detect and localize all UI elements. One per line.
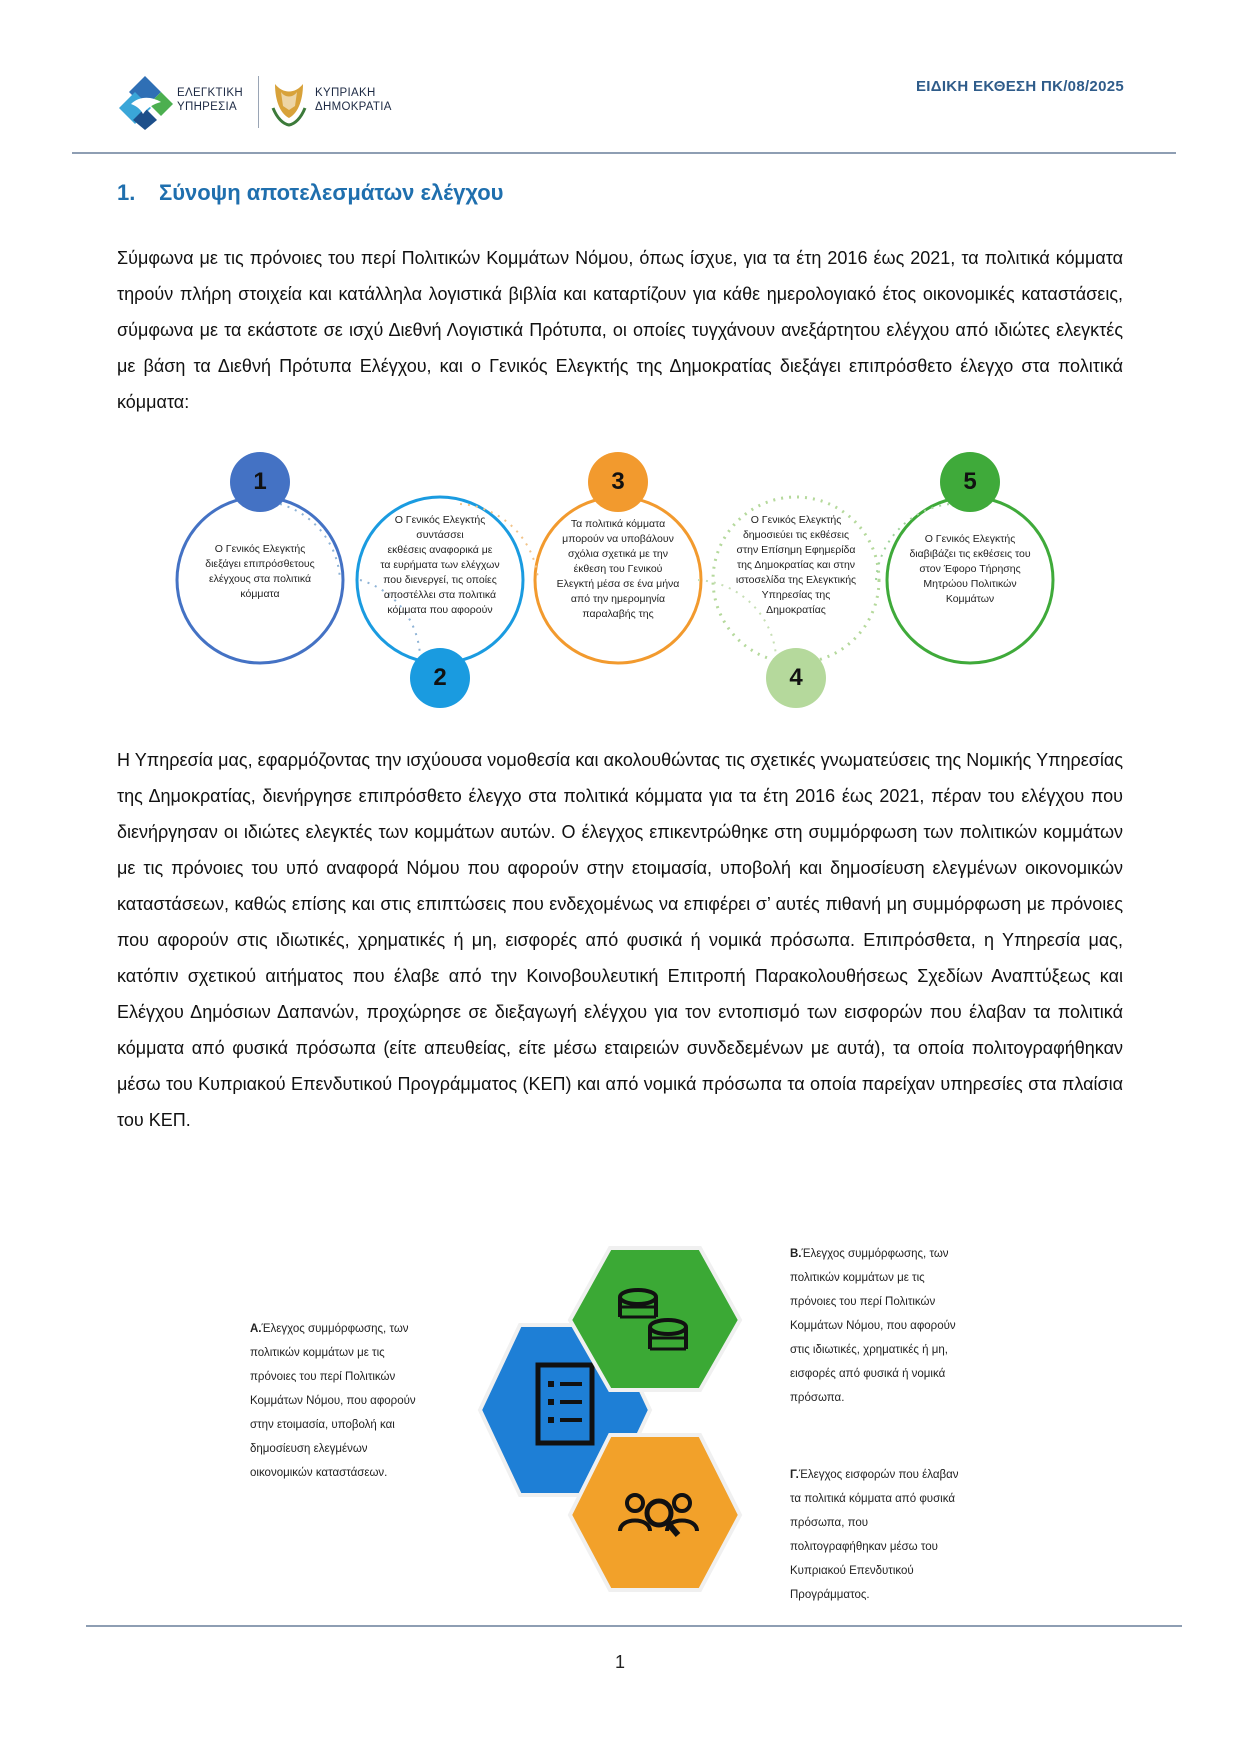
intro-paragraph: Σύμφωνα με τις πρόνοιες του περί Πολιτικών Κομμάτων Νόμου, όπως ίσχυε, για τα έτη 2016 έως 2021, τα πολιτικά κόμματα τηρούν πλήρη στοιχεία και κατάλληλα λογιστικά βιβλία και καταρτίζουν για κάθε ημερολογιακό έτος οικονομικές καταστάσεις, σύμφωνα με τα εκάστοτε σε ισχύ Διεθνή Λογιστικά Πρότυπα, οι οποίες τυγχάνουν ανεξάρτητου ελέγχου από ιδιώτες ελεγκτές με βάση τα Διεθνή Πρότυπα Ελέγχου, και ο Γενικός Ελεγκτής της Δημοκρατίας διεξάγει επιπρόσθετο έλεγχο στα πολιτικά κόμματα: bbox=[117, 248, 1123, 412]
footer-divider bbox=[86, 1625, 1182, 1627]
header-divider bbox=[72, 152, 1176, 154]
header-logos bbox=[117, 70, 437, 134]
logo-divider bbox=[258, 76, 259, 128]
section-heading bbox=[117, 180, 503, 206]
audit-area-b-text: Β.Έλεγχος συμμόρφωσης, των πολιτικών κομμάτων με τις πρόνοιες του περί Πολιτικών Κομμάτων Νόμου, που αφορούν στις ιδιωτικές, χρηματικές ή μη, εισφορές από φυσικά ή νομικά πρόσωπα. bbox=[790, 1248, 956, 1404]
step-4-number: 4 bbox=[766, 648, 826, 708]
logo-left-line2: ΥΠΗΡΕΣΙΑ bbox=[177, 101, 237, 113]
step-4-text: Ο Γενικός Ελεγκτής δημοσιεύει τις εκθέσεις στην Επίσημη Εφημερίδα της Δημοκρατίας και στην ιστοσελίδα της Ελεγκτικής Υπηρεσίας της Δημοκρατίας bbox=[735, 514, 857, 616]
step-1-number: 1 bbox=[230, 452, 290, 512]
audit-areas-hexagons bbox=[470, 1245, 770, 1620]
audit-area-c-text: Γ.Έλεγχος εισφορών που έλαβαν τα πολιτικά κόμματα από φυσικά πρόσωπα, που πολιτογραφήθηκαν μέσω του Κυπριακού Επενδυτικού Προγράμματος. bbox=[790, 1469, 959, 1601]
logo-right-line1: ΚΥΠΡΙΑΚΗ bbox=[315, 87, 376, 99]
step-5-number: 5 bbox=[940, 452, 1000, 512]
audit-area-a-text: Α.Έλεγχος συμμόρφωσης, των πολιτικών κομμάτων με τις πρόνοιες του περί Πολιτικών Κομμάτων Νόμου, που αφορούν στην ετοιμασία, υποβολή και δημοσίευση ελεγμένων οικονομικών καταστάσεων. bbox=[250, 1323, 416, 1479]
audit-office-logo-icon bbox=[117, 74, 173, 130]
step-2-number: 2 bbox=[410, 648, 470, 708]
audit-scope-paragraph: Η Υπηρεσία μας, εφαρμόζοντας την ισχύουσα νομοθεσία και ακολουθώντας τις σχετικές γνωματεύσεις της Νομικής Υπηρεσίας της Δημοκρατίας, διενήργησε επιπρόσθετο έλεγχο στα πολιτικά κόμματα για τα έτη 2016 έως 2021, πέραν του ελέγχου που διενήργησαν οι ιδιώτες ελεγκτές των κομμάτων αυτών. Ο έλεγχος επικεντρώθηκε στη συμμόρφωση των πολιτικών κομμάτων με τις πρόνοιες του υπό αναφορά Νόμου που αφορούν στην ετοιμασία, υποβολή και δημοσίευση ελεγμένων οικονομικών καταστάσεων, καθώς επίσης και στις επιπτώσεις που ενδεχομένως να επιφέρει σ’ αυτές πιθανή μη συμμόρφωση με πρόνοιες που αφορούν στις ιδιωτικές, χρηματικές ή μη, εισφορές από φυσικά ή νομικά πρόσωπα. Επιπρόσθετα, η Υπηρεσία μας, κατόπιν σχετικού αιτήματος που έλαβε από την Κοινοβουλευτική Επιτροπή Παρακολουθήσεως Σχεδίων Αναπτύξεως και Ελέγχου Δημόσιων Δαπανών, προχώρησε σε διεξαγωγή ελέγχου για τον εντοπισμό των εισφορών που έλαβαν τα πολιτικά κόμματα από φυσικά πρόσωπα (είτε απευθείας, είτε μέσω εταιρειών συνδεδεμένων με αυτά), τα οποία πολιτογραφήθηκαν μέσω του Κυπριακού Επενδυτικού Προγράμματος (ΚΕΠ) και από νομικά πρόσωπα τα οποία παρείχαν υπηρεσίες στα πλαίσια του ΚΕΠ. bbox=[117, 750, 1123, 1130]
section-number: 1. bbox=[117, 180, 136, 205]
page-number: 1 bbox=[614, 1652, 625, 1672]
process-diagram bbox=[160, 440, 1090, 720]
report-id: ΕΙΔΙΚΗ ΕΚΘΕΣΗ ΠΚ/08/2025 bbox=[915, 78, 1124, 95]
step-5-text: Ο Γενικός Ελεγκτής διαβιβάζει τις εκθέσεις του στον Έφορο Τήρησης Μητρώου Πολιτικών Κομμάτων bbox=[909, 533, 1031, 605]
logo-right-line2: ΔΗΜΟΚΡΑΤΙΑ bbox=[315, 101, 392, 113]
section-title: Σύνοψη αποτελεσμάτων ελέγχου bbox=[159, 180, 504, 205]
step-3-text: Τα πολιτικά κόμματα μπορούν να υποβάλουν σχόλια σχετικά με την έκθεση του Γενικού Ελεγκτή μέσα σε ένα μήνα από την ημερομηνία παραλαβής της bbox=[556, 518, 680, 620]
step-3-number: 3 bbox=[588, 452, 648, 512]
cyprus-emblem-icon bbox=[269, 78, 309, 128]
logo-left-line1: ΕΛΕΓΚΤΙΚΗ bbox=[177, 87, 243, 99]
step-2-text: Ο Γενικός Ελεγκτής συντάσσει εκθέσεις αναφορικά με τα ευρήματα των ελέγχων που διενεργεί, τις οποίες αποστέλλει στα πολιτικά κόμματα που αφορούν bbox=[380, 514, 500, 616]
audit-areas-diagram bbox=[240, 1245, 1020, 1620]
step-1-text: Ο Γενικός Ελεγκτής διεξάγει επιπρόσθετους ελέγχους στα πολιτικά κόμματα bbox=[205, 543, 315, 600]
